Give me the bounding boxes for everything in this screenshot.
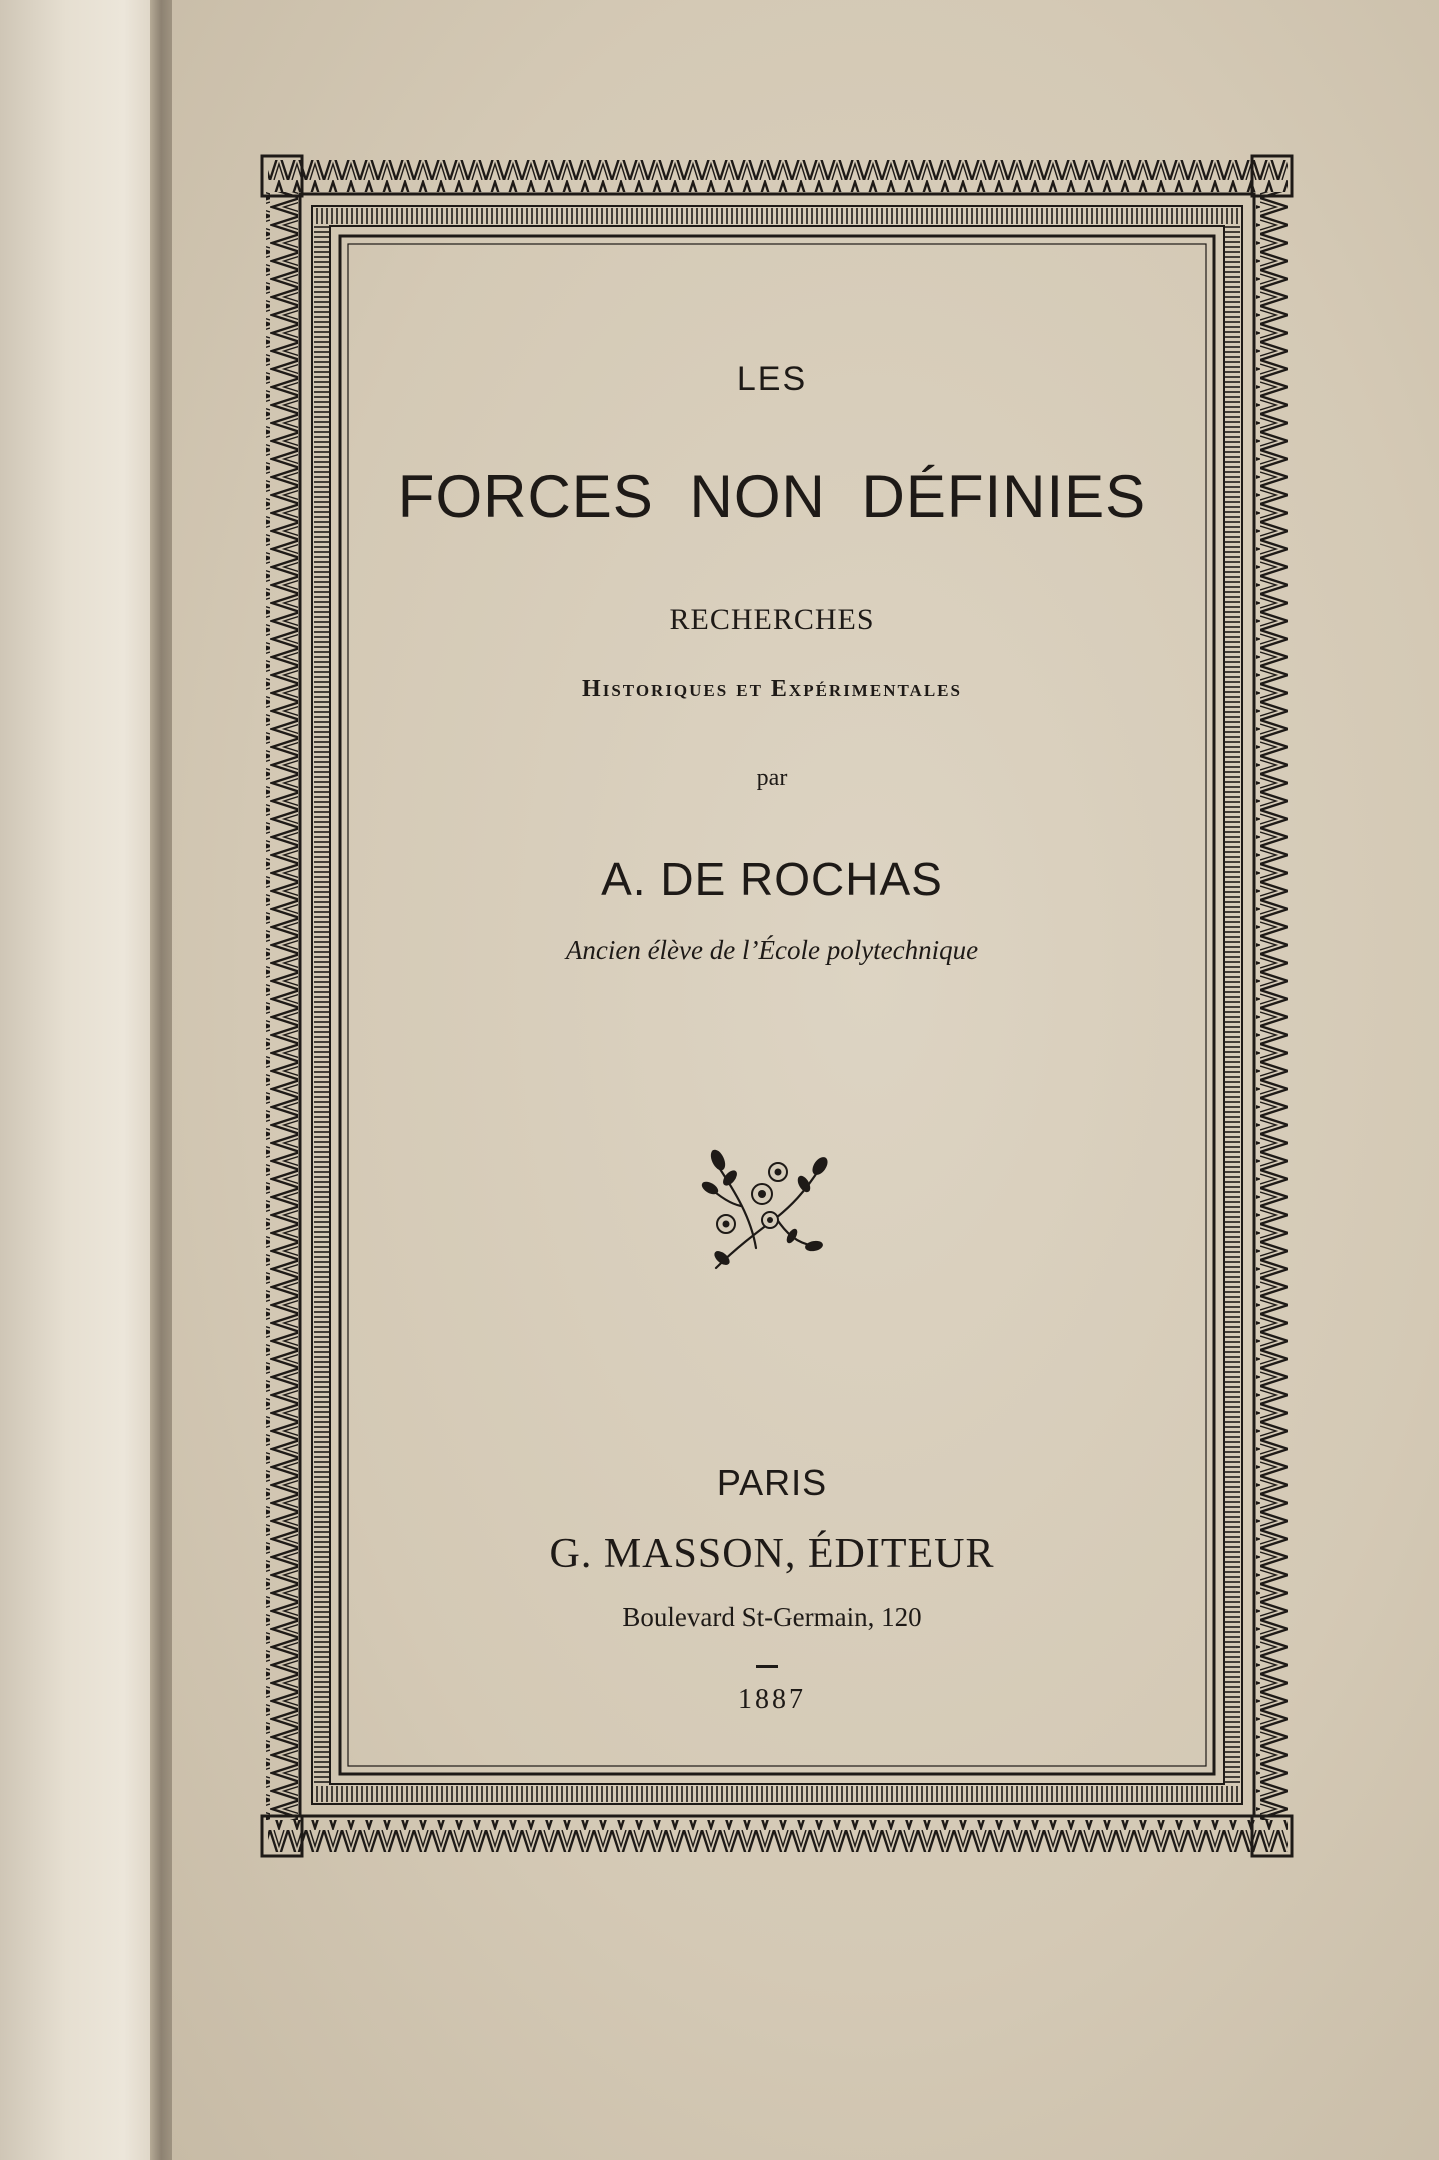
publisher-address: Boulevard St-Germain, 120: [622, 1602, 922, 1632]
title-article: LES: [736, 360, 808, 398]
by-line: par: [756, 765, 788, 791]
floral-sprig-icon: [696, 1138, 836, 1278]
subtitle-historiques: Historiques et Expérimentales: [582, 676, 962, 702]
publisher-city: PARIS: [716, 1462, 828, 1503]
author-credential: Ancien élève de l’École polytechnique: [565, 935, 979, 965]
publisher-name: G. MASSON, ÉDITEUR: [549, 1531, 995, 1577]
subtitle-recherches: RECHERCHES: [669, 603, 875, 636]
book-title: FORCES NON DÉFINIES: [397, 463, 1147, 530]
author-name: A. DE ROCHAS: [601, 853, 943, 905]
separator-dash: [756, 1665, 778, 1668]
publication-year: 1887: [738, 1684, 806, 1715]
